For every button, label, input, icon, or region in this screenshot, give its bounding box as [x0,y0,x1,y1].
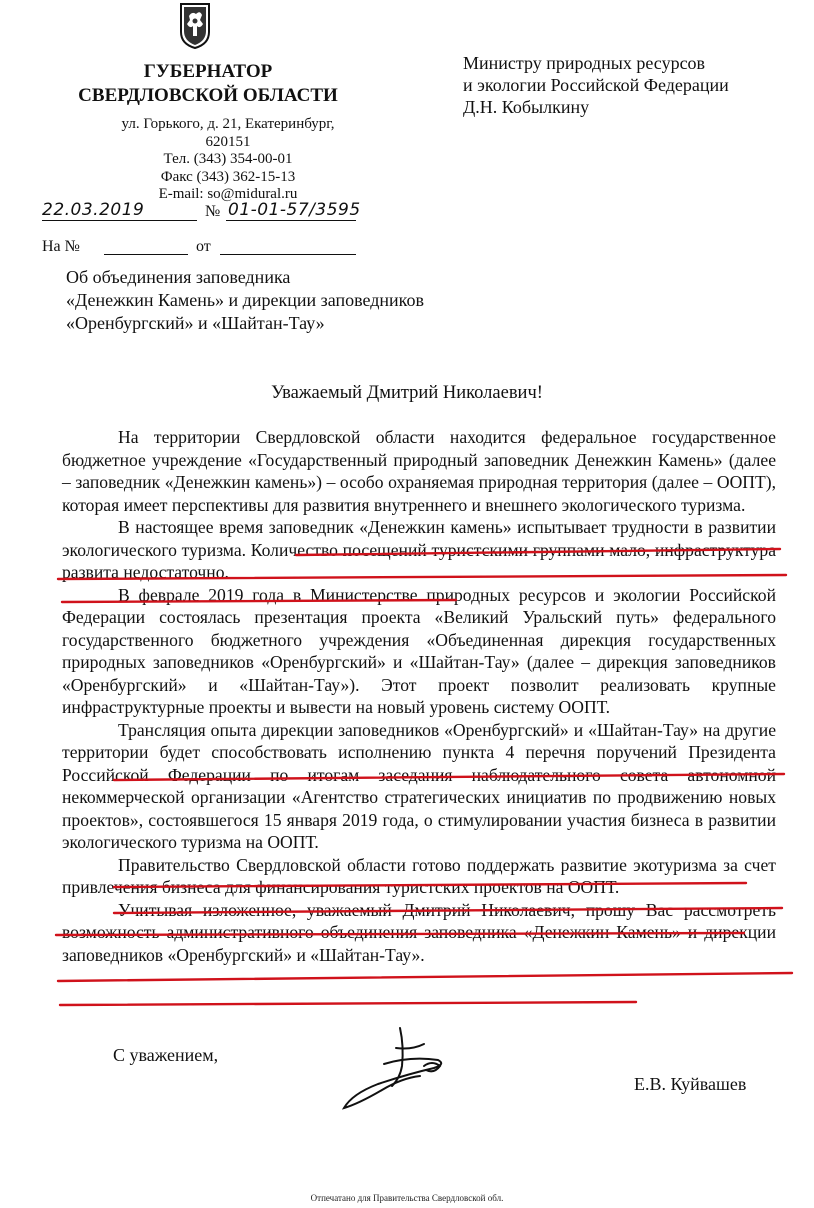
print-footer: Отпечатано для Правительства Свердловской обл. [310,1193,504,1203]
paragraph-4: Трансляция опыта дирекции заповедников «Оренбургский» и «Шайтан-Тау» на другие территории будет способствовать исполнению пункта 4 перечня поручений Президента Российской Федерации по итогам заседания наблюдательного совета автономной некоммерческой организации «Агентство стратегических инициатив по продвижению новых проектов», состоявшегося 15 января 2019 года, о стимулировании участия бизнеса в развитии экологического туризма на ООПТ. [62,719,776,852]
coat-of-arms-icon [178,2,212,50]
date-line [42,220,197,221]
number-line [226,220,356,221]
org-title-line2: СВЕРДЛОВСКОЙ ОБЛАСТИ [78,85,338,106]
sender-organization [60,60,356,108]
sender-contacts [100,116,356,204]
highlight-underline [60,1002,636,1005]
recipient-line1: Министру природных ресурсов [463,53,706,73]
reference-number-line [104,254,188,255]
subject-line1: Об объединения заповедника [66,267,291,287]
recipient-line3: Д.Н. Кобылкину [463,97,590,117]
subject-line2: «Денежкин Камень» и дирекции заповедников [66,290,424,310]
sender-address: ул. Горького, д. 21, Екатеринбург, 620151 [121,116,335,150]
salutation: Уважаемый Дмитрий Николаевич! [271,383,543,403]
closing-phrase: С уважением, [113,1045,219,1065]
paragraph-1: На территории Свердловской области находится федеральное государственное бюджетное учреждение «Государственный природный заповедник Денежкин Камень» (далее – заповедник «Денежкин камень») – особо охраняемая природная территория (далее – ООПТ), которая имеет перспективы для развития внутреннего и внешнего экологического туризма. [62,427,776,515]
number-prefix: № [205,203,221,220]
org-title-line1: ГУБЕРНАТОР [143,61,273,82]
subject-line3: «Оренбургский» и «Шайтан-Тау» [66,313,325,333]
letter-body [62,426,776,966]
outgoing-number: 01-01-57/3595 [228,200,361,220]
recipient-block [463,52,729,118]
letter-subject [66,266,486,335]
paragraph-6: Учитывая изложенное, уважаемый Дмитрий Николаевич, прошу Вас рассмотреть возможность административного объединения заповедника «Денежкин Камень» и дирекции заповедников «Оренбургский» и «Шайтан-Тау». [62,899,776,965]
sender-email: E-mail: so@midural.ru [158,186,298,202]
reference-label: На № [42,238,80,255]
reference-date-line [220,254,356,255]
highlight-underline [58,973,792,981]
reference-from-label: от [196,238,211,255]
sender-fax: Факс (343) 362-15-13 [160,168,296,185]
recipient-line2: и экологии Российской Федерации [463,75,729,95]
paragraph-3: В феврале 2019 года в Министерстве природных ресурсов и экологии Российской Федерации состоялась презентация проекта «Великий Уральский путь» федерального государственного бюджетного учреждения «Объединенная дирекция государственных природных заповедников «Оренбургский» и «Шайтан-Тау» (далее – дирекция заповедников «Оренбургский» и «Шайтан-Тау»). Этот проект позволит реализовать крупные инфраструктурные проекты и вывести на новый уровень систему ООПТ. [62,584,776,717]
outgoing-date: 22.03.2019 [42,200,145,220]
sender-phone: Тел. (343) 354-00-01 [163,151,293,167]
handwritten-signature [338,1020,458,1120]
paragraph-2: В настоящее время заповедник «Денежкин камень» испытывает трудности в развитии экологического туризма. Количество посещений туристскими группами мало, инфраструктура развита недостаточно. [62,517,776,582]
signer-name: Е.В. Куйвашев [634,1074,747,1094]
paragraph-5: Правительство Свердловской области готово поддержать развитие экотуризма за счет привлечения бизнеса для финансирования туристских проектов на ООПТ. [62,854,776,897]
